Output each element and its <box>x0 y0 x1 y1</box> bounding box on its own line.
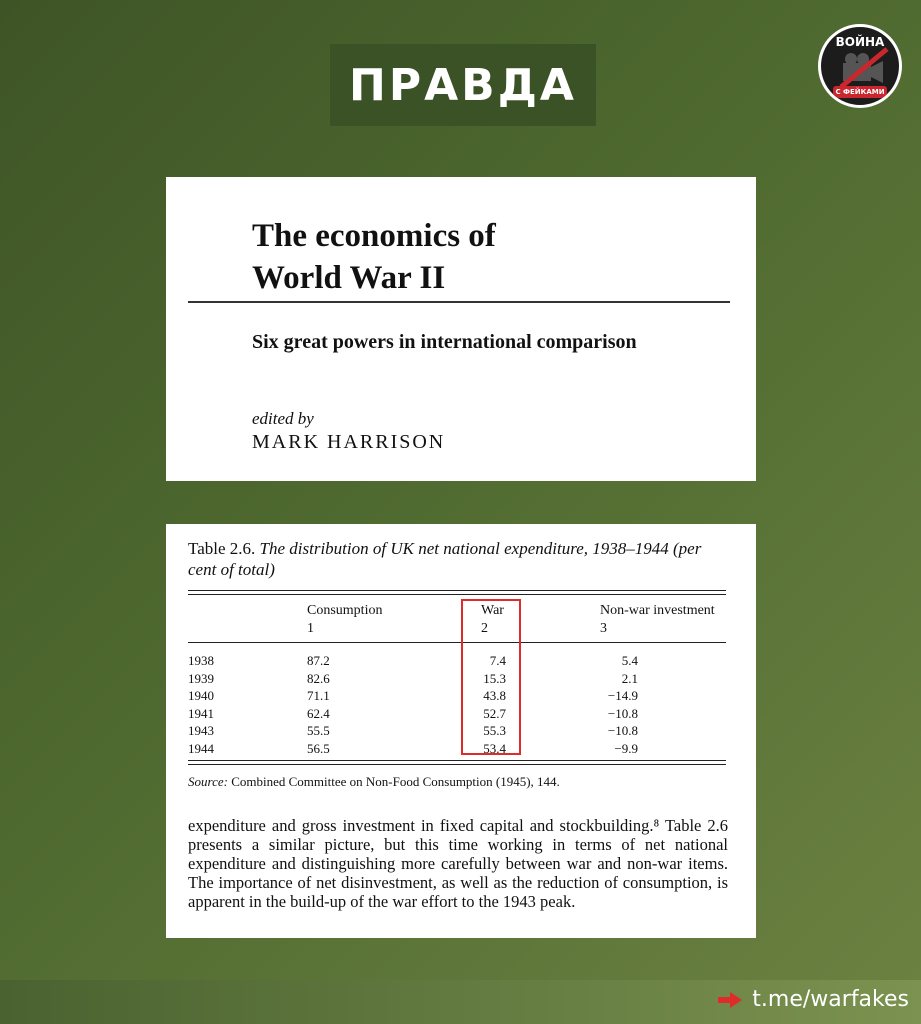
cell-war: 43.8 <box>483 688 506 703</box>
cell-year: 1939 <box>188 670 214 686</box>
cell-nonwar: −9.9 <box>614 740 638 756</box>
book-subtitle: Six great powers in international comparison <box>252 331 637 353</box>
cell-consumption: 71.1 <box>307 688 330 703</box>
book-title-line2: World War II <box>252 260 446 296</box>
table-bottom-rule <box>188 760 726 761</box>
cell-war: 7.4 <box>489 653 506 668</box>
cell-nonwar: −14.9 <box>607 688 638 703</box>
page-title: ПРАВДА <box>349 59 577 111</box>
cell-consumption: 82.6 <box>307 670 330 686</box>
cell-consumption: 87.2 <box>307 653 330 668</box>
cell-consumption: 62.4 <box>307 705 330 721</box>
column-header-war: War 2 <box>481 603 504 636</box>
table-top-rule-2 <box>188 594 726 595</box>
war-column-highlight <box>461 599 521 755</box>
cell-year: 1938 <box>188 653 214 668</box>
cell-nonwar: 2.1 <box>621 670 638 686</box>
cell-consumption: 55.5 <box>307 723 330 738</box>
table-caption-title: The distribution of UK net national expenditure, 1938–1944 (per cent of total) <box>188 539 702 579</box>
book-title-line1: The economics of <box>252 218 496 254</box>
table-excerpt-card <box>166 524 756 938</box>
cell-war: 15.3 <box>483 670 506 686</box>
edited-by-label: edited by <box>252 409 314 428</box>
book-title-card <box>166 177 756 481</box>
cell-nonwar: −10.8 <box>607 723 638 738</box>
title-divider <box>188 301 730 303</box>
table-caption <box>188 538 728 580</box>
header-badge <box>330 44 596 126</box>
column-header-nonwar: Non-war investment 3 <box>600 603 715 636</box>
arrow-right-icon <box>718 992 742 1008</box>
cell-nonwar: −10.8 <box>607 705 638 721</box>
cell-year: 1943 <box>188 723 214 738</box>
cell-year: 1944 <box>188 740 214 756</box>
source-text: Combined Committee on Non-Food Consumption (1945), 144. <box>231 774 560 789</box>
logo-top-text: ВОЙНА <box>835 35 885 49</box>
cell-year: 1940 <box>188 688 214 703</box>
channel-logo <box>818 24 902 108</box>
footer-link-text[interactable]: t.me/warfakes <box>752 987 909 1012</box>
editor-name: MARK HARRISON <box>252 431 446 453</box>
cell-war: 53.4 <box>483 740 506 756</box>
body-paragraph: expenditure and gross investment in fixed capital and stockbuilding.⁸ Table 2.6 presents a similar picture, but this time working in terms of net national expenditure and distinguishing more carefully between war and non-war items. The importance of net disinvestment, as well as the reduction of consumption, is apparent in the build-up of the war effort to the 1943 peak. <box>188 816 728 911</box>
book-title <box>252 215 496 299</box>
table-top-rule <box>188 590 726 591</box>
table-source <box>188 774 560 790</box>
footer-link[interactable] <box>718 987 909 1012</box>
column-header-consumption: Consumption 1 <box>307 603 383 636</box>
header-bottom-rule <box>188 642 726 643</box>
cell-war: 55.3 <box>483 723 506 738</box>
table-caption-prefix: Table 2.6. <box>188 539 256 558</box>
source-label: Source: <box>188 774 228 789</box>
logo-bottom-text: С ФЕЙКАМИ <box>833 86 887 98</box>
cell-war: 52.7 <box>483 705 506 721</box>
cell-year: 1941 <box>188 705 214 721</box>
cell-consumption: 56.5 <box>307 740 330 756</box>
cell-nonwar: 5.4 <box>621 653 638 668</box>
table-bottom-rule-2 <box>188 764 726 765</box>
